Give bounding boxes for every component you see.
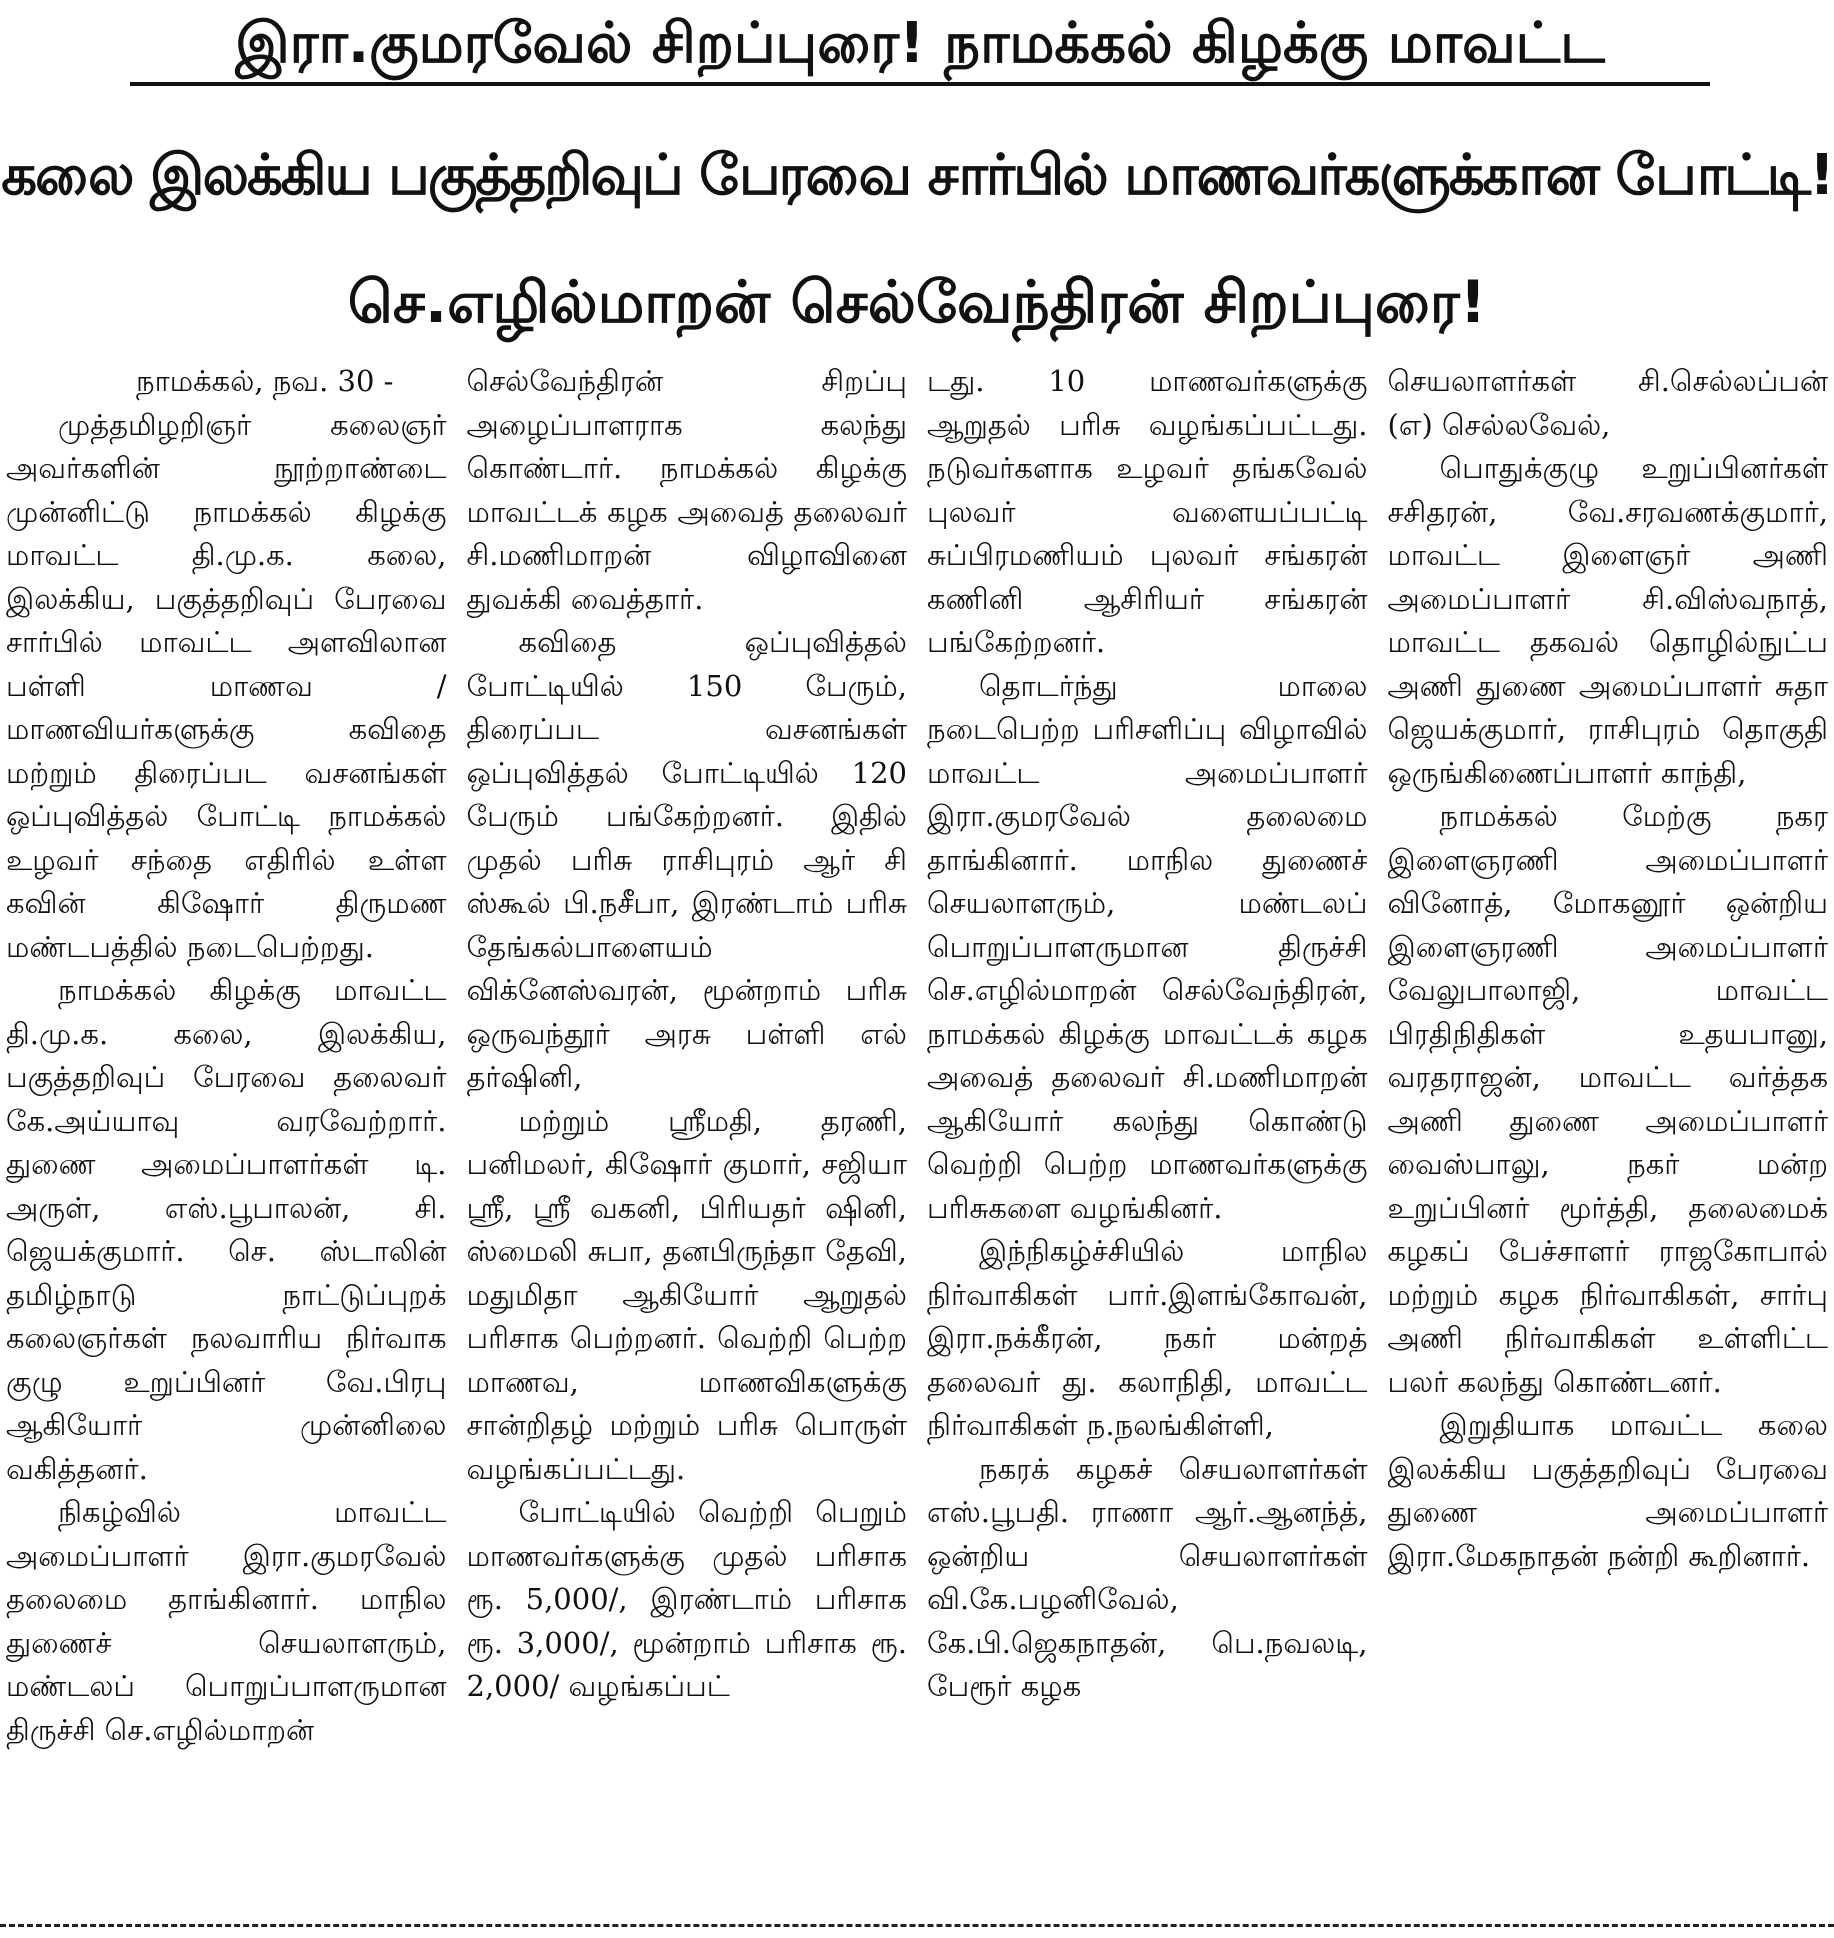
paragraph: நாமக்கல் கிழக்கு மாவட்ட தி.மு.க. கலை, இலக்கிய, பகுத்தறிவுப் பேரவை தலைவர் கே.அய்யாவு வரவேற்றார். துணை அமைப்பாளர்கள் டி. அருள், எஸ்.பூபாலன், சி. ஜெயக்குமார். செ. ஸ்டாலின் தமிழ்நாடு நாட்டுப்புறக் கலைஞர்கள் நலவாரிய நிர்வாக குழு உறுப்பினர் வே.பிரபு ஆகியோர் முன்னிலை வகித்தனர். [6,973,447,1486]
paragraph: நாமக்கல் மேற்கு நகர இளைஞரணி அமைப்பாளர் வினோத், மோகனூர் ஒன்றிய இளைஞரணி அமைப்பாளர் வேலுபாலாஜி, மாவட்ட பிரதிநிதிகள் உதயபானு, வரதராஜன், மாவட்ட வர்த்தக அணி துணை அமைப்பாளர் வைஸ்பாலு, நகர் மன்ற உறுப்பினர் மூர்த்தி, தலைமைக் கழகப் பேச்சாளர் ராஜகோபால் மற்றும் கழக நிர்வாகிகள், சார்பு அணி நிர்வாகிகள் உள்ளிட்ட பலர் கலந்து கொண்டனர். [1387,799,1828,1399]
sub-headline: செ.எழில்மாறன் செல்வேந்திரன் சிறப்புரை! [347,268,1487,336]
paragraph: செல்வேந்திரன் சிறப்பு அழைப்பாளராக கலந்து கொண்டார். நாமக்கல் கிழக்கு மாவட்டக் கழக அவைத் தலைவர் சி.மணிமாறன் விழாவினை துவக்கி வைத்தார். [466,364,907,616]
kicker-headline: இரா.குமரவேல் சிறப்புரை! நாமக்கல் கிழக்கு மாவட்ட [130,8,1710,86]
paragraph: டது. 10 மாணவர்களுக்கு ஆறுதல் பரிசு வழங்கப்பட்டது. நடுவர்களாக உழவர் தங்கவேல் புலவர் வளையப்பட்டி சுப்பிரமணியம் புலவர் சங்கரன் கணினி ஆசிரியர் சங்கரன் பங்கேற்றனர். [927,364,1368,659]
paragraph: தொடர்ந்து மாலை நடைபெற்ற பரிசளிப்பு விழாவில் மாவட்ட அமைப்பாளர் இரா.குமரவேல் தலைமை தாங்கினார். மாநில துணைச் செயலாளரும், மண்டலப் பொறுப்பாளருமான திருச்சி செ.எழில்மாறன் செல்வேந்திரன், நாமக்கல் கிழக்கு மாவட்டக் கழக அவைத் தலைவர் சி.மணிமாறன் ஆகியோர் கலந்து கொண்டு வெற்றி பெற்ற மாணவர்களுக்கு பரிசுகளை வழங்கினர். [927,668,1368,1225]
paragraph: பொதுக்குழு உறுப்பினர்கள் சசிதரன், வே.சரவணக்குமார், மாவட்ட இளைஞர் அணி அமைப்பாளர் சி.விஸ்வநாத், மாவட்ட தகவல் தொழில்நுட்ப அணி துணை அமைப்பாளர் சுதா ஜெயக்குமார், ராசிபுரம் தொகுதி ஒருங்கிணைப்பாளர் காந்தி, [1387,451,1828,790]
paragraph: நகரக் கழகச் செயலாளர்கள் எஸ்.பூபதி. ராணா ஆர்.ஆனந்த், ஒன்றிய செயலாளர்கள் வி.கே.பழனிவேல், கே.பி.ஜெகநாதன், பெ.நவலடி, பேரூர் கழக [927,1451,1368,1703]
paragraph: முத்தமிழறிஞர் கலைஞர் அவர்களின் நூற்றாண்டை முன்னிட்டு நாமக்கல் கிழக்கு மாவட்ட தி.மு.க. கலை, இலக்கிய, பகுத்தறிவுப் பேரவை சார்பில் மாவட்ட அளவிலான பள்ளி மாணவ / மாணவியர்களுக்கு கவிதை மற்றும் திரைப்பட வசனங்கள் ஒப்புவித்தல் போட்டி நாமக்கல் உழவர் சந்தை எதிரில் உள்ள கவின் கிஷோர் திருமண மண்டபத்தில் நடைபெற்றது. [6,407,447,964]
dashed-divider [0,1924,1834,1927]
paragraph: செயலாளர்கள் சி.செல்லப்பன் (எ) செல்லவேல், [1387,364,1828,442]
paragraph: நிகழ்வில் மாவட்ட அமைப்பாளர் இரா.குமரவேல் தலைமை தாங்கினார். மாநில துணைச் செயலாளரும், மண்டலப் பொறுப்பாளருமான திருச்சி செ.எழில்மாறன் [6,1495,447,1747]
paragraph: மற்றும் ஸ்ரீமதி, தரணி, பனிமலர், கிஷோர் குமார், சஜியா ஸ்ரீ, ஸ்ரீ வகனி, பிரியதர் ஷினி, ஸ்மைலி சுபா, தனபிருந்தா தேவி, மதுமிதா ஆகியோர் ஆறுதல் பரிசாக பெற்றனர். வெற்றி பெற்ற மாணவ, மாணவிகளுக்கு சான்றிதழ் மற்றும் பரிசு பொருள் வழங்கப்பட்டது. [466,1103,907,1486]
paragraph: இந்நிகழ்ச்சியில் மாநில நிர்வாகிகள் பார்.இளங்கோவன், இரா.நக்கீரன், நகர் மன்றத் தலைவர் து. கலாநிதி, மாவட்ட நிர்வாகிகள் ந.நலங்கிள்ளி, [927,1234,1368,1442]
article-column-3 [927,360,1368,1912]
article-column-2 [467,360,908,1912]
paragraph: போட்டியில் வெற்றி பெறும் மாணவர்களுக்கு முதல் பரிசாக ரூ. 5,000/, இரண்டாம் பரிசாக ரூ. 3,000/, மூன்றாம் பரிசாக ரூ. 2,000/ வழங்கப்பட் [466,1495,907,1703]
article-column-1 [6,360,447,1912]
main-headline: கலை இலக்கிய பகுத்தறிவுப் பேரவை சார்பில் மாணவர்களுக்கான போட்டி! [1,143,1833,208]
article-body [6,360,1828,1912]
paragraph: இறுதியாக மாவட்ட கலை இலக்கிய பகுத்தறிவுப் பேரவை துணை அமைப்பாளர் இரா.மேகநாதன் நன்றி கூறினார். [1387,1408,1828,1573]
article-column-4 [1388,360,1829,1912]
dateline: நாமக்கல், நவ. 30 - [136,364,394,398]
paragraph: கவிதை ஒப்புவித்தல் போட்டியில் 150 பேரும், திரைப்பட வசனங்கள் ஒப்புவித்தல் போட்டியில் 120 பேரும் பங்கேற்றனர். இதில் முதல் பரிசு ராசிபுரம் ஆர் சி ஸ்கூல் பி.நசீபா, இரண்டாம் பரிசு தேங்கல்பாளையம் விக்னேஸ்வரன், மூன்றாம் பரிசு ஒருவந்தூர் அரசு பள்ளி எல் தர்ஷினி, [466,625,907,1094]
